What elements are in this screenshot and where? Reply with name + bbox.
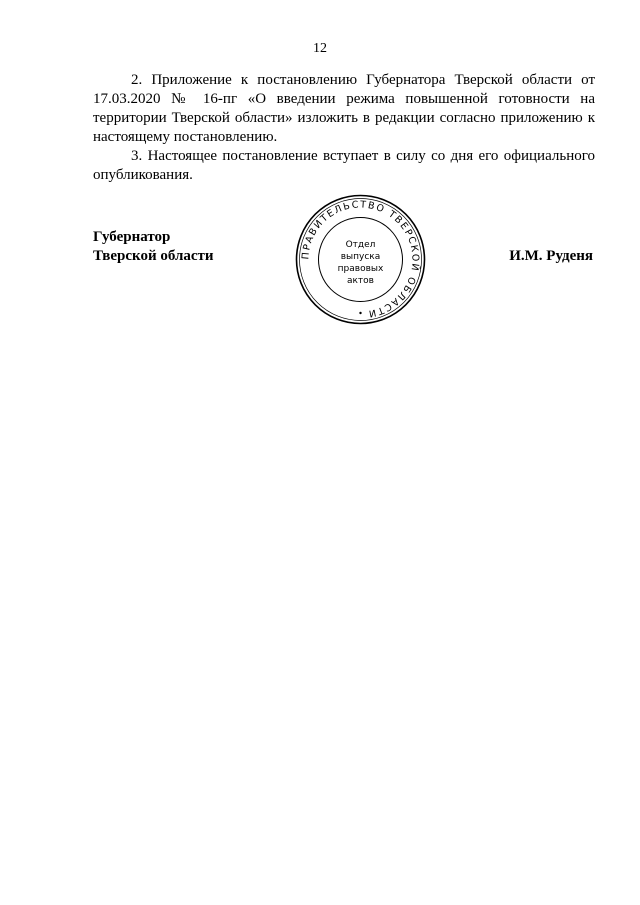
stamp-center-line1: Отдел <box>345 240 376 250</box>
document-body <box>93 71 595 185</box>
stamp-center-line3: правовых <box>337 264 384 274</box>
official-stamp <box>293 192 428 327</box>
paragraph-2: 2. Приложение к постановлению Губернатора Тверской области от 17.03.2020 № 16-пг «О введении режима повышенной готовности на территории Тверской области» изложить в редакции согласно приложению к настоящему постановлению. <box>93 72 595 145</box>
stamp-dot-icon <box>359 312 361 314</box>
signatory-position-line1: Губернатор <box>93 229 171 245</box>
stamp-ring-text: ПРАВИТЕЛЬСТВО ТВЕРСКОЙ ОБЛАСТИ <box>300 199 421 320</box>
signatory-position <box>93 228 214 266</box>
stamp-seal-icon <box>293 192 428 327</box>
signatory-name: И.М. Руденя <box>509 248 593 264</box>
paragraph-3: 3. Настоящее постановление вступает в силу со дня его официального опубликования. <box>93 148 595 183</box>
signatory-position-line2: Тверской области <box>93 248 214 264</box>
page-number: 12 <box>313 41 327 56</box>
stamp-center-line2: выпуска <box>340 252 381 262</box>
stamp-center-line4: актов <box>346 276 375 286</box>
